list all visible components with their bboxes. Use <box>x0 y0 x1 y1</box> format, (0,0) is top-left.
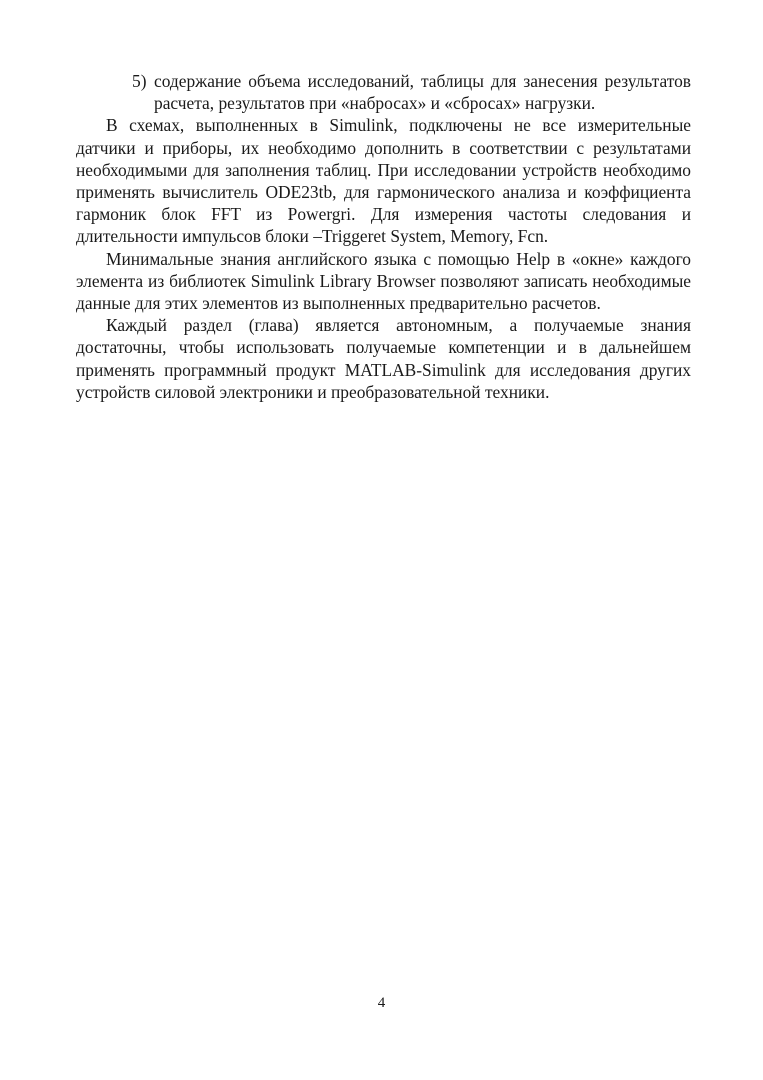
list-item-text: содержание объема исследований, таблицы для занесения результатов расчета, результатов при «набросах» и «сбросах» нагрузки. <box>154 71 691 114</box>
paragraph-autonomous-chapters: Каждый раздел (глава) является автономным, а получаемые знания достаточны, чтобы использовать получаемые компетенции и в дальнейшем применять программный продукт MATLAB-Simulink для исследования других устройств силовой электроники и преобразовательной техники. <box>76 315 691 402</box>
body-text <box>76 70 691 403</box>
paragraph-english-help: Минимальные знания английского языка с помощью Help в «окне» каждого элемента из библиотек Simulink Library Browser позволяют записать необходимые данные для этих элементов из выполненных предварительно расчетов. <box>76 248 691 314</box>
list-marker: 5) <box>132 71 147 91</box>
paragraph-simulink-schemes: В схемах, выполненных в Simulink, подключены не все измерительные датчики и приборы, их необходимо дополнить в соответствии с результатами необходимыми для заполнения таблиц. При исследовании устройств необходимо применять вычислитель ODE23tb, для гармонического анализа и коэффициента гармоник блок FFT из Powergri. Для измерения частоты следования и длительности импульсов блоки –Triggeret System, Memory, Fcn. <box>76 115 691 247</box>
page-number: 4 <box>377 995 386 1011</box>
list-item <box>132 70 691 114</box>
